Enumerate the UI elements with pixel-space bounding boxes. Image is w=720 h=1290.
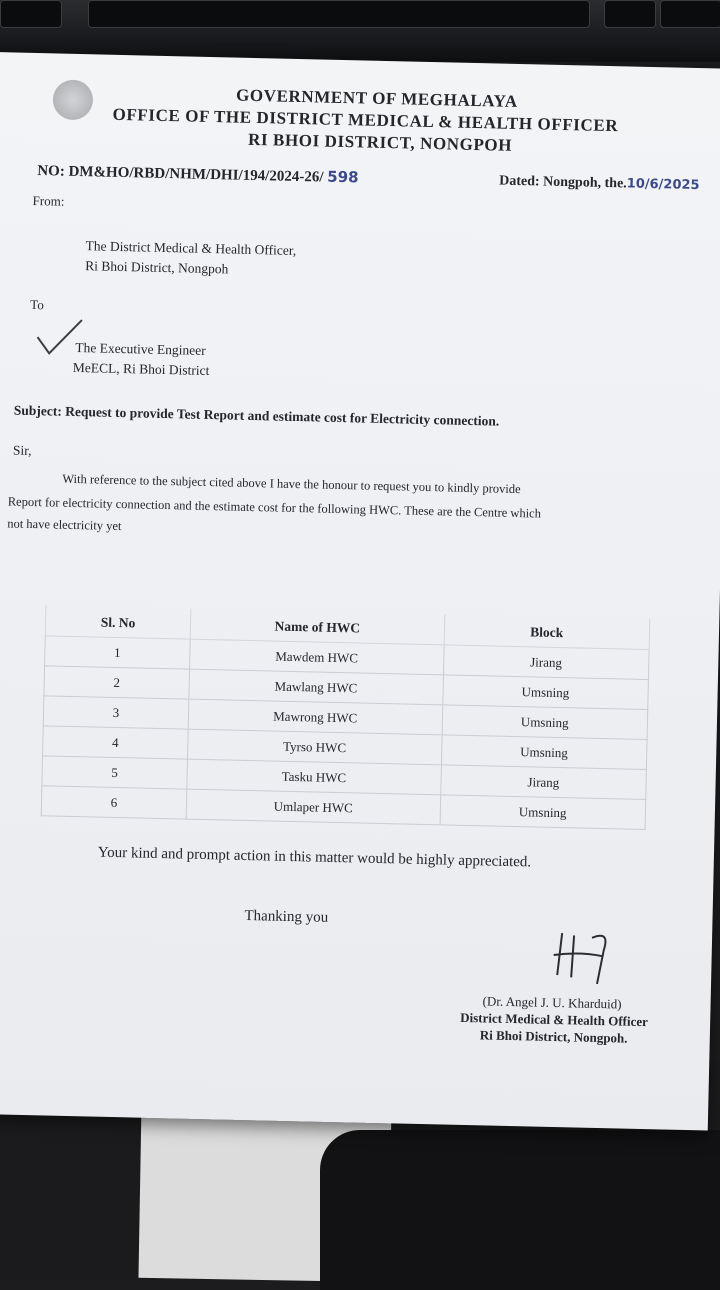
salutation: Sir, xyxy=(12,442,32,458)
reference-number xyxy=(37,161,359,187)
cell-block: Umsning xyxy=(442,705,648,740)
body-line2: Report for electricity connection and the estimate cost for the following HWC. These are the Centre which xyxy=(7,494,542,521)
from-label: From: xyxy=(32,192,65,209)
cell-sl-no: 6 xyxy=(41,786,187,819)
reference-number-handwritten: 598 xyxy=(327,167,359,187)
letter-page xyxy=(0,52,720,1131)
closing-thanks: Thanking you xyxy=(244,907,329,926)
keyboard-key xyxy=(88,0,590,28)
dated-label: Dated: Nongpoh, the. xyxy=(499,173,627,192)
cell-hwc-name: Mawdem HWC xyxy=(190,639,444,675)
header-district: RI BHOI DISTRICT, NONGPOH xyxy=(247,129,513,155)
cell-sl-no: 4 xyxy=(43,726,189,759)
dated-handwritten: 10/6/2025 xyxy=(626,176,700,194)
signatory-office: Ri Bhoi District, Nongpoh. xyxy=(479,1027,628,1046)
keyboard-key xyxy=(604,0,656,28)
cell-block: Jirang xyxy=(443,645,649,680)
cell-hwc-name: Tasku HWC xyxy=(187,759,441,795)
cell-sl-no: 2 xyxy=(44,666,190,699)
subject: Subject: Request to provide Test Report and estimate cost for Electricity connection. xyxy=(13,402,500,429)
signature-icon xyxy=(551,925,622,991)
reference-number-label: NO: DM&HO/RBD/NHM/DHI/194/2024-26/ xyxy=(37,163,324,186)
hwc-table xyxy=(41,605,651,830)
cell-hwc-name: Mawrong HWC xyxy=(188,699,442,735)
from-line1: The District Medical & Health Officer, xyxy=(85,238,297,258)
cell-sl-no: 3 xyxy=(43,696,189,729)
header-office: OFFICE OF THE DISTRICT MEDICAL & HEALTH OFFICER xyxy=(112,104,619,136)
cell-block: Umsning xyxy=(441,735,647,770)
dark-object xyxy=(320,1130,720,1290)
signatory-name: (Dr. Angel J. U. Kharduid) xyxy=(482,993,622,1012)
header-name-of-hwc: Name of HWC xyxy=(190,609,444,645)
cell-sl-no: 5 xyxy=(42,756,188,789)
meghalaya-emblem-icon xyxy=(52,79,93,120)
keyboard-background xyxy=(0,0,720,62)
body-line1: With reference to the subject cited above I have the honour to request you to kindly provide xyxy=(62,471,521,497)
body-line3: not have electricity yet xyxy=(7,516,122,534)
from-line2: Ri Bhoi District, Nongpoh xyxy=(85,258,229,277)
header-block: Block xyxy=(444,614,650,649)
cell-block: Umsning xyxy=(442,675,648,710)
to-label: To xyxy=(30,296,44,313)
closing-request: Your kind and prompt action in this matter would be highly appreciated. xyxy=(97,844,532,871)
keyboard-key xyxy=(660,0,720,28)
keyboard-key xyxy=(0,0,62,28)
signatory-title: District Medical & Health Officer xyxy=(460,1009,649,1030)
cell-hwc-name: Umlaper HWC xyxy=(186,789,440,825)
header-sl-no: Sl. No xyxy=(45,605,191,639)
dated xyxy=(499,174,700,195)
cell-hwc-name: Tyrso HWC xyxy=(187,729,441,765)
cell-sl-no: 1 xyxy=(45,636,191,669)
to-line2: MeECL, Ri Bhoi District xyxy=(72,359,210,379)
cell-hwc-name: Mawlang HWC xyxy=(189,669,443,705)
cell-block: Umsning xyxy=(440,795,646,830)
header-government: GOVERNMENT OF MEGHALAYA xyxy=(235,85,518,111)
to-line1: The Executive Engineer xyxy=(75,339,206,358)
cell-block: Jirang xyxy=(440,765,646,800)
